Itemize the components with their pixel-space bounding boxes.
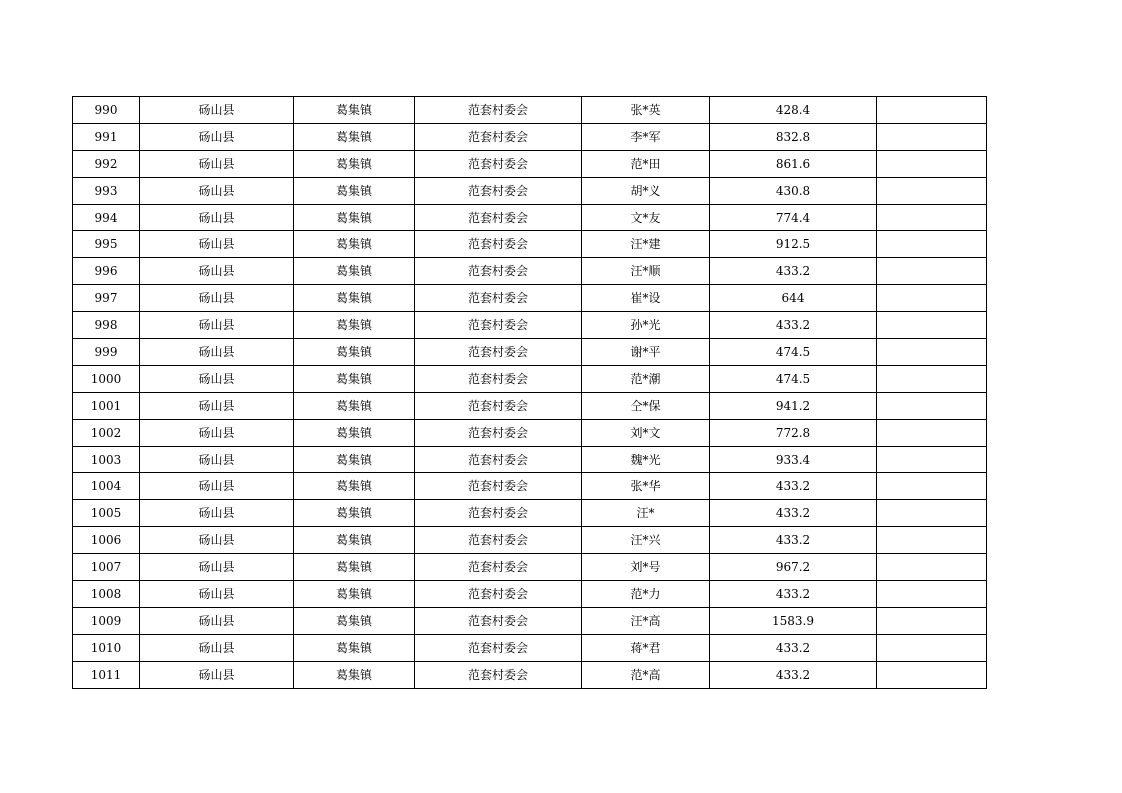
table-row	[73, 446, 987, 473]
cell-number: 991	[73, 123, 140, 150]
cell-town: 葛集镇	[294, 527, 415, 554]
table-row	[73, 258, 987, 285]
cell-name: 汪*高	[582, 607, 710, 634]
cell-town: 葛集镇	[294, 607, 415, 634]
cell-town: 葛集镇	[294, 500, 415, 527]
cell-village: 范套村委会	[415, 527, 582, 554]
cell-amount: 912.5	[710, 231, 877, 258]
cell-village: 范套村委会	[415, 500, 582, 527]
cell-amount: 433.2	[710, 258, 877, 285]
cell-town: 葛集镇	[294, 473, 415, 500]
cell-note	[877, 123, 987, 150]
cell-town: 葛集镇	[294, 581, 415, 608]
cell-town: 葛集镇	[294, 634, 415, 661]
cell-village: 范套村委会	[415, 446, 582, 473]
cell-amount: 967.2	[710, 554, 877, 581]
cell-amount: 941.2	[710, 392, 877, 419]
cell-number: 1006	[73, 527, 140, 554]
cell-number: 1001	[73, 392, 140, 419]
cell-town: 葛集镇	[294, 554, 415, 581]
table-row	[73, 204, 987, 231]
cell-note	[877, 204, 987, 231]
table-row	[73, 527, 987, 554]
cell-county: 砀山县	[140, 446, 294, 473]
cell-town: 葛集镇	[294, 231, 415, 258]
cell-name: 崔*设	[582, 285, 710, 312]
cell-name: 汪*建	[582, 231, 710, 258]
cell-amount: 433.2	[710, 634, 877, 661]
cell-note	[877, 634, 987, 661]
cell-town: 葛集镇	[294, 312, 415, 339]
cell-county: 砀山县	[140, 177, 294, 204]
cell-number: 1010	[73, 634, 140, 661]
cell-number: 998	[73, 312, 140, 339]
cell-amount: 644	[710, 285, 877, 312]
table-row	[73, 97, 987, 124]
cell-name: 范*高	[582, 661, 710, 688]
table-body	[73, 97, 987, 689]
cell-number: 1009	[73, 607, 140, 634]
table-row	[73, 392, 987, 419]
cell-county: 砀山县	[140, 473, 294, 500]
cell-number: 995	[73, 231, 140, 258]
cell-name: 范*潮	[582, 365, 710, 392]
cell-name: 文*友	[582, 204, 710, 231]
cell-note	[877, 177, 987, 204]
cell-town: 葛集镇	[294, 123, 415, 150]
table-row	[73, 285, 987, 312]
cell-county: 砀山县	[140, 312, 294, 339]
cell-note	[877, 258, 987, 285]
cell-county: 砀山县	[140, 500, 294, 527]
cell-note	[877, 527, 987, 554]
cell-town: 葛集镇	[294, 365, 415, 392]
cell-amount: 433.2	[710, 500, 877, 527]
cell-name: 范*力	[582, 581, 710, 608]
cell-county: 砀山县	[140, 527, 294, 554]
cell-note	[877, 661, 987, 688]
cell-note	[877, 473, 987, 500]
cell-name: 魏*光	[582, 446, 710, 473]
table-row	[73, 150, 987, 177]
cell-number: 1008	[73, 581, 140, 608]
cell-county: 砀山县	[140, 97, 294, 124]
table-row	[73, 473, 987, 500]
cell-number: 1003	[73, 446, 140, 473]
cell-town: 葛集镇	[294, 392, 415, 419]
cell-note	[877, 581, 987, 608]
cell-village: 范套村委会	[415, 339, 582, 366]
cell-name: 张*华	[582, 473, 710, 500]
cell-note	[877, 446, 987, 473]
cell-county: 砀山县	[140, 607, 294, 634]
cell-number: 1002	[73, 419, 140, 446]
cell-note	[877, 339, 987, 366]
cell-village: 范套村委会	[415, 607, 582, 634]
table-row	[73, 634, 987, 661]
cell-name: 谢*平	[582, 339, 710, 366]
table-row	[73, 581, 987, 608]
table-row	[73, 231, 987, 258]
table-row	[73, 312, 987, 339]
cell-number: 1000	[73, 365, 140, 392]
cell-note	[877, 419, 987, 446]
cell-amount: 933.4	[710, 446, 877, 473]
cell-number: 1004	[73, 473, 140, 500]
cell-amount: 474.5	[710, 339, 877, 366]
cell-name: 蒋*君	[582, 634, 710, 661]
cell-village: 范套村委会	[415, 258, 582, 285]
cell-town: 葛集镇	[294, 204, 415, 231]
cell-name: 刘*文	[582, 419, 710, 446]
cell-village: 范套村委会	[415, 419, 582, 446]
cell-name: 仝*保	[582, 392, 710, 419]
cell-county: 砀山县	[140, 150, 294, 177]
cell-note	[877, 607, 987, 634]
cell-name: 胡*义	[582, 177, 710, 204]
cell-amount: 474.5	[710, 365, 877, 392]
cell-name: 孙*光	[582, 312, 710, 339]
cell-number: 996	[73, 258, 140, 285]
cell-town: 葛集镇	[294, 177, 415, 204]
data-table	[72, 96, 987, 689]
cell-village: 范套村委会	[415, 231, 582, 258]
cell-name: 汪*顺	[582, 258, 710, 285]
cell-village: 范套村委会	[415, 204, 582, 231]
cell-amount: 433.2	[710, 661, 877, 688]
cell-village: 范套村委会	[415, 473, 582, 500]
cell-note	[877, 97, 987, 124]
table-row	[73, 554, 987, 581]
cell-village: 范套村委会	[415, 581, 582, 608]
cell-county: 砀山县	[140, 581, 294, 608]
cell-number: 1007	[73, 554, 140, 581]
table-row	[73, 500, 987, 527]
cell-number: 999	[73, 339, 140, 366]
cell-county: 砀山县	[140, 554, 294, 581]
cell-amount: 430.8	[710, 177, 877, 204]
cell-amount: 433.2	[710, 527, 877, 554]
cell-amount: 861.6	[710, 150, 877, 177]
cell-town: 葛集镇	[294, 419, 415, 446]
cell-name: 李*军	[582, 123, 710, 150]
cell-number: 1011	[73, 661, 140, 688]
cell-county: 砀山县	[140, 419, 294, 446]
cell-town: 葛集镇	[294, 446, 415, 473]
cell-number: 992	[73, 150, 140, 177]
cell-amount: 433.2	[710, 473, 877, 500]
cell-town: 葛集镇	[294, 285, 415, 312]
table-row	[73, 339, 987, 366]
cell-town: 葛集镇	[294, 150, 415, 177]
cell-name: 汪*	[582, 500, 710, 527]
cell-county: 砀山县	[140, 339, 294, 366]
cell-village: 范套村委会	[415, 312, 582, 339]
cell-note	[877, 285, 987, 312]
cell-amount: 774.4	[710, 204, 877, 231]
table-row	[73, 419, 987, 446]
cell-note	[877, 312, 987, 339]
cell-village: 范套村委会	[415, 661, 582, 688]
document-page	[72, 96, 986, 689]
cell-county: 砀山县	[140, 634, 294, 661]
table-row	[73, 177, 987, 204]
cell-village: 范套村委会	[415, 97, 582, 124]
cell-note	[877, 554, 987, 581]
cell-town: 葛集镇	[294, 661, 415, 688]
cell-note	[877, 150, 987, 177]
cell-number: 994	[73, 204, 140, 231]
cell-number: 1005	[73, 500, 140, 527]
cell-amount: 428.4	[710, 97, 877, 124]
cell-town: 葛集镇	[294, 339, 415, 366]
cell-town: 葛集镇	[294, 258, 415, 285]
cell-note	[877, 392, 987, 419]
cell-name: 张*英	[582, 97, 710, 124]
cell-village: 范套村委会	[415, 634, 582, 661]
cell-village: 范套村委会	[415, 392, 582, 419]
cell-county: 砀山县	[140, 365, 294, 392]
cell-name: 刘*号	[582, 554, 710, 581]
cell-village: 范套村委会	[415, 177, 582, 204]
cell-county: 砀山县	[140, 661, 294, 688]
cell-village: 范套村委会	[415, 365, 582, 392]
cell-county: 砀山县	[140, 123, 294, 150]
cell-county: 砀山县	[140, 204, 294, 231]
cell-county: 砀山县	[140, 258, 294, 285]
cell-county: 砀山县	[140, 231, 294, 258]
table-row	[73, 123, 987, 150]
cell-number: 990	[73, 97, 140, 124]
cell-town: 葛集镇	[294, 97, 415, 124]
table-row	[73, 365, 987, 392]
cell-amount: 772.8	[710, 419, 877, 446]
cell-amount: 1583.9	[710, 607, 877, 634]
table-row	[73, 607, 987, 634]
cell-village: 范套村委会	[415, 285, 582, 312]
cell-number: 997	[73, 285, 140, 312]
cell-village: 范套村委会	[415, 554, 582, 581]
table-row	[73, 661, 987, 688]
cell-county: 砀山县	[140, 285, 294, 312]
cell-note	[877, 365, 987, 392]
cell-number: 993	[73, 177, 140, 204]
cell-name: 汪*兴	[582, 527, 710, 554]
cell-name: 范*田	[582, 150, 710, 177]
cell-amount: 832.8	[710, 123, 877, 150]
cell-note	[877, 231, 987, 258]
cell-note	[877, 500, 987, 527]
cell-amount: 433.2	[710, 312, 877, 339]
cell-amount: 433.2	[710, 581, 877, 608]
cell-village: 范套村委会	[415, 150, 582, 177]
cell-county: 砀山县	[140, 392, 294, 419]
cell-village: 范套村委会	[415, 123, 582, 150]
